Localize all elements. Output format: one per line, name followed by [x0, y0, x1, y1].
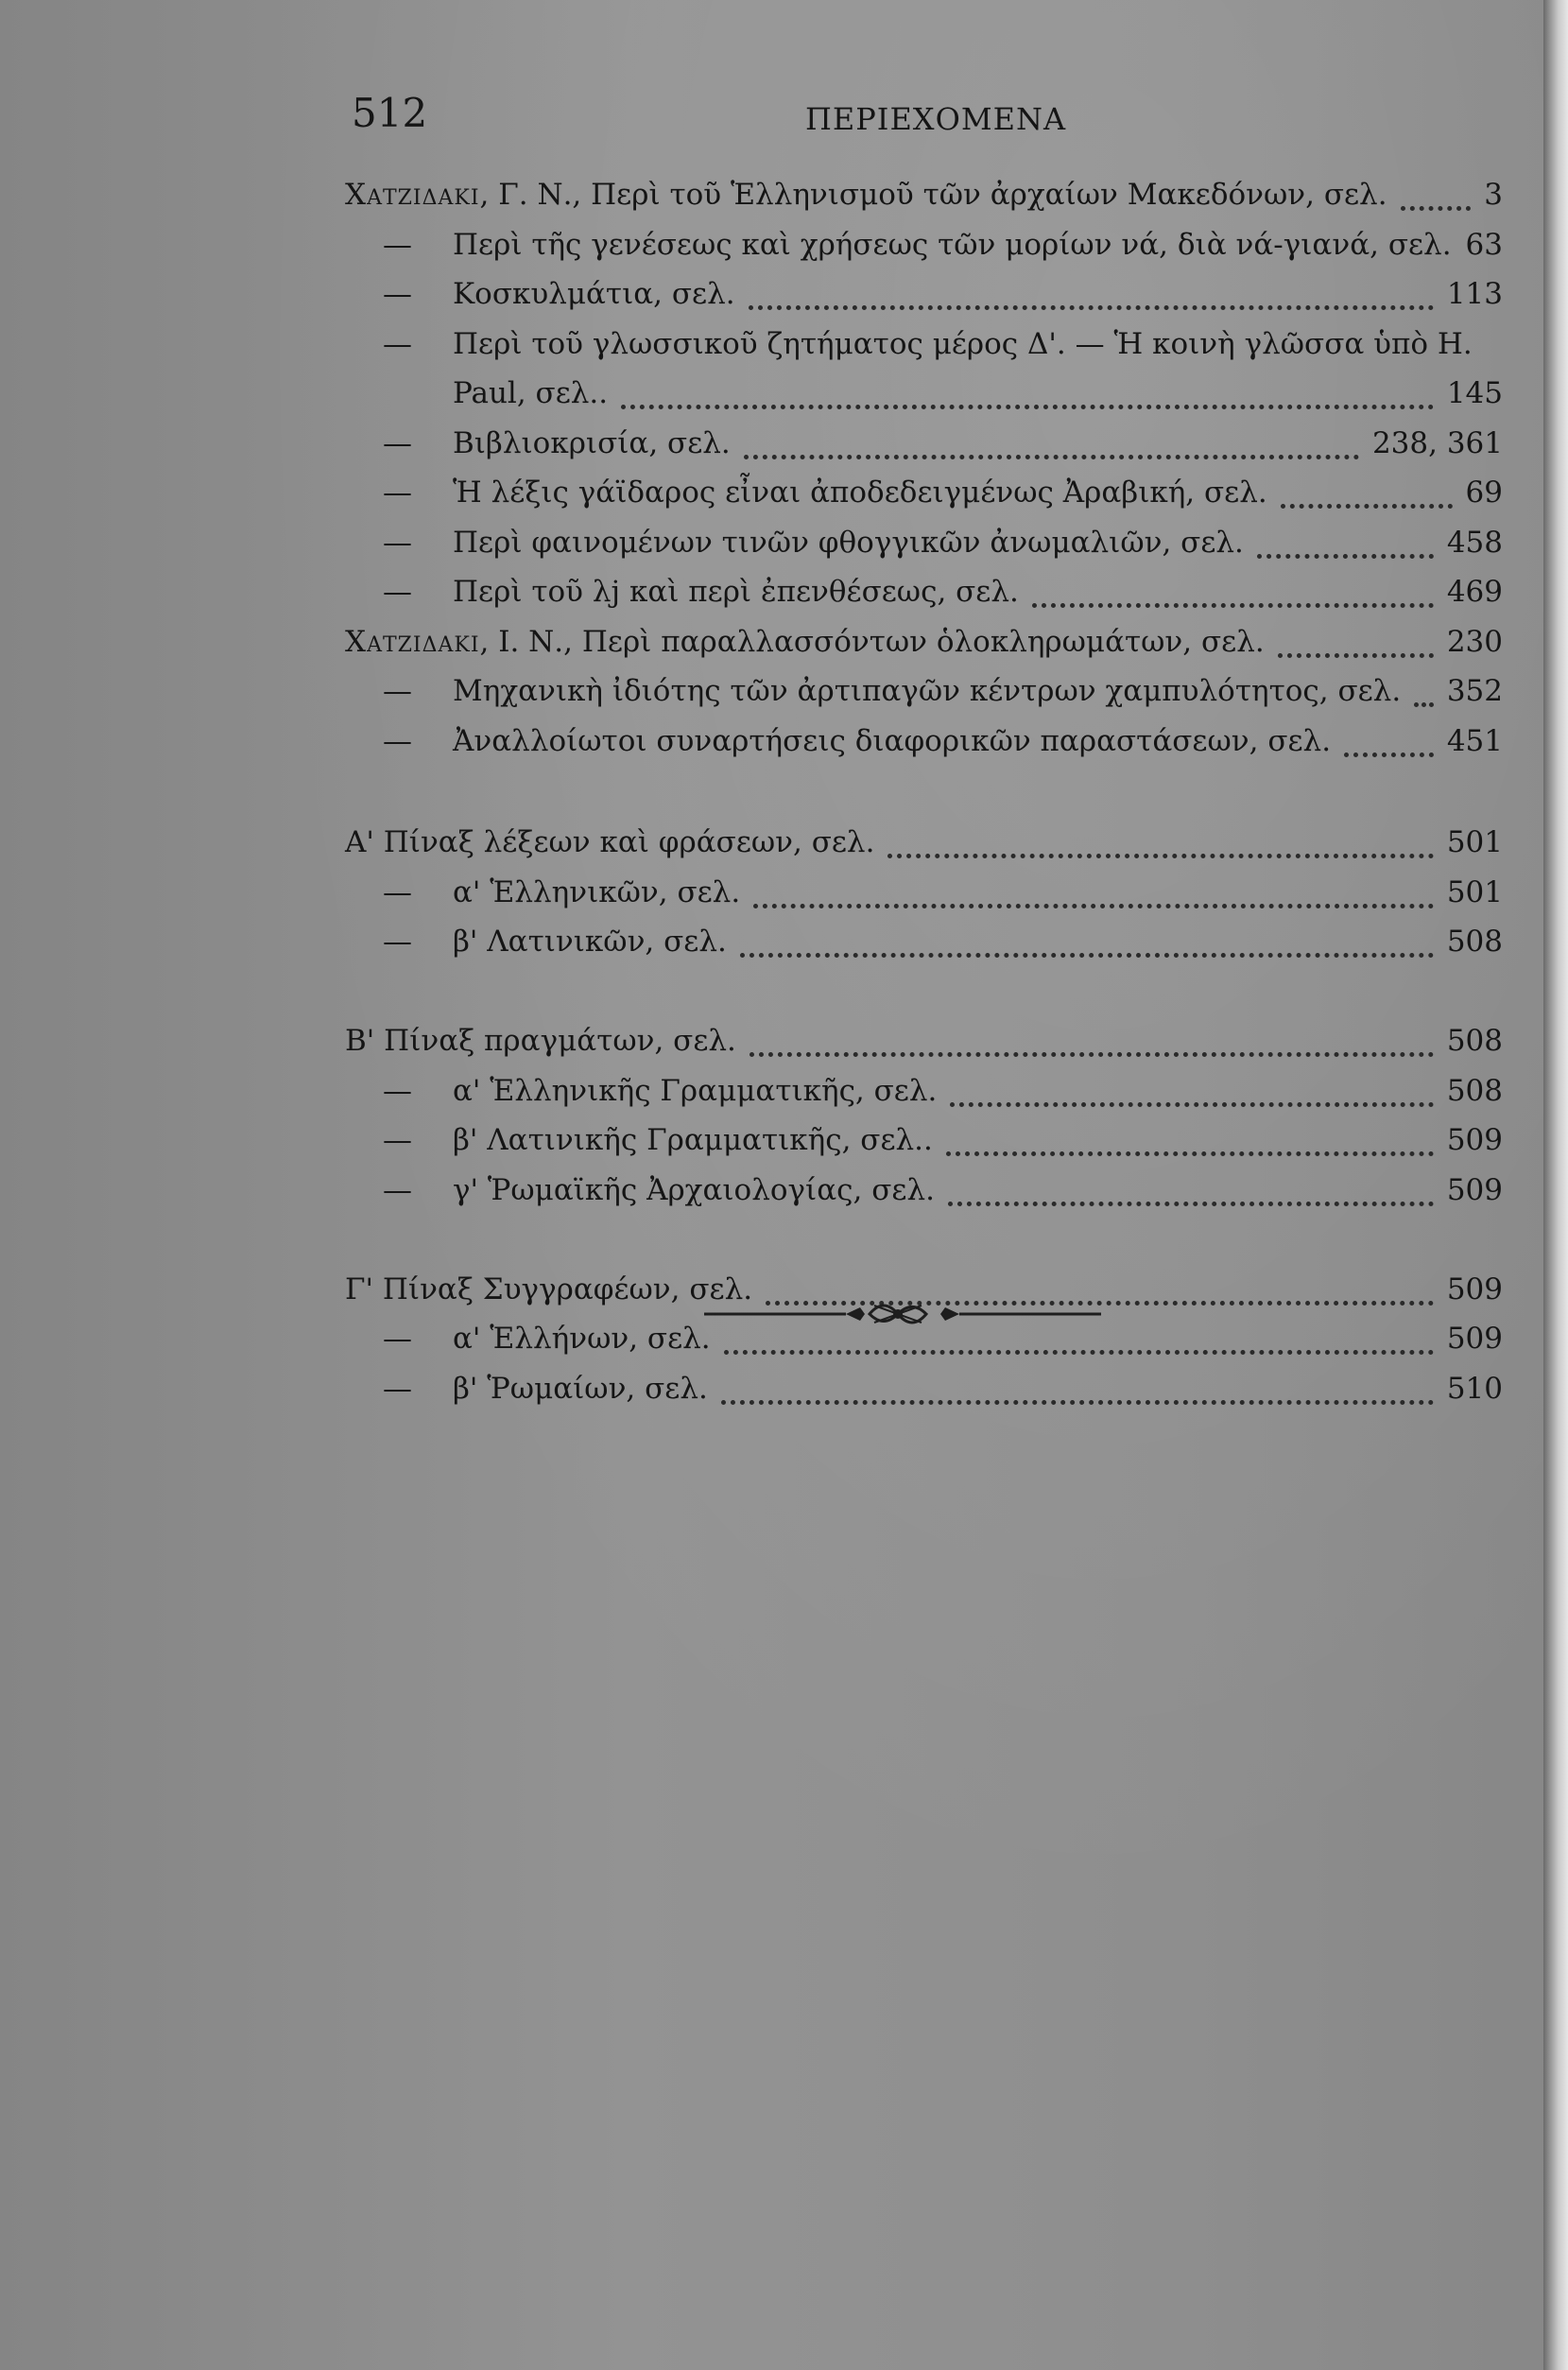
- toc-section-entry: [345, 1016, 1503, 1065]
- toc-entry: [345, 468, 1503, 517]
- entry-title: β' Ῥωμαίων, σελ.: [453, 1372, 708, 1406]
- toc-section-entry: [345, 818, 1503, 867]
- entry-title: Περὶ φαινομένων τινῶν φθογγικῶν ἀνωμαλιῶν, σελ.: [453, 526, 1244, 560]
- ornament-divider: [704, 1300, 1101, 1328]
- entry-title: Paul, σελ..: [453, 376, 609, 410]
- dot-leader: [621, 405, 1434, 409]
- page-reference: 510: [1446, 1372, 1503, 1406]
- toc-entry-text: [453, 868, 740, 917]
- dash-mark: —: [383, 228, 412, 262]
- toc-entry: [345, 320, 1503, 369]
- entry-title: , Γ. Ν., Περὶ τοῦ Ἑλληνισμοῦ τῶν ἀρχαίων Μακεδόνων, σελ.: [479, 178, 1387, 212]
- toc-entry-text: [345, 1016, 736, 1065]
- toc-entry: [345, 868, 1503, 917]
- toc-entry: [345, 518, 1503, 567]
- page-reference: 509: [1446, 1322, 1503, 1356]
- entry-title: Βιβλιοκρισία, σελ.: [453, 426, 731, 460]
- entry-title: β' Λατινικῶν, σελ.: [453, 925, 727, 959]
- entry-title: α' Ἑλλήνων, σελ.: [453, 1322, 711, 1356]
- toc-entry-text: [453, 269, 735, 319]
- entry-title: Β' Πίναξ πραγμάτων, σελ.: [345, 1024, 736, 1058]
- toc-entry-text: [345, 1265, 752, 1314]
- dash-mark: —: [383, 1074, 412, 1108]
- toc-entry-text: [453, 1364, 708, 1413]
- page-reference: 69: [1465, 476, 1503, 510]
- dash-mark: —: [383, 426, 412, 460]
- page-reference: 509: [1446, 1272, 1503, 1306]
- page-reference: 145: [1446, 376, 1503, 410]
- toc-entry-text: [453, 419, 731, 468]
- dot-leader: [749, 305, 1434, 310]
- dash-mark: —: [383, 1322, 412, 1356]
- entry-title: β' Λατινικῆς Γραμματικῆς, σελ..: [453, 1123, 933, 1157]
- toc-entry-text: [453, 1166, 935, 1215]
- entry-title: Κοσκυλμάτια, σελ.: [453, 277, 735, 311]
- toc-entry-text: [453, 567, 1019, 616]
- running-title: ΠΕΡΙΕΧΟΜΕΝΑ: [805, 101, 1067, 137]
- page-reference: 509: [1446, 1173, 1503, 1207]
- toc-entry: [345, 369, 1503, 418]
- page-reference: 3: [1484, 178, 1503, 212]
- entry-title: α' Ἑλληνικῆς Γραμματικῆς, σελ.: [453, 1074, 938, 1108]
- toc-entry-text: [453, 666, 1401, 716]
- entry-title: Ἀναλλοίωτοι συναρτήσεις διαφορικῶν παραστάσεων, σελ.: [453, 724, 1332, 758]
- page-reference: 508: [1446, 1074, 1503, 1108]
- toc-entry-text: [453, 320, 1473, 369]
- dash-mark: —: [383, 875, 412, 909]
- toc-entry: [345, 666, 1503, 716]
- dot-leader: [1414, 702, 1434, 707]
- page-reference: 352: [1446, 674, 1503, 708]
- page-reference: 113: [1446, 277, 1503, 311]
- dot-leader: [724, 1350, 1434, 1355]
- page-reference: 458: [1446, 526, 1503, 560]
- dash-mark: —: [383, 1372, 412, 1406]
- dash-mark: —: [383, 925, 412, 959]
- page-reference: 508: [1446, 925, 1503, 959]
- dash-mark: —: [383, 674, 412, 708]
- toc-entry-text: [453, 1314, 711, 1363]
- toc-entry-text: [453, 518, 1244, 567]
- page-header: [352, 90, 1495, 147]
- page-edge: [1543, 0, 1568, 2370]
- toc-entry: [345, 617, 1503, 666]
- author-name: Χατζιδακι: [345, 178, 480, 212]
- dot-leader: [887, 854, 1434, 858]
- entry-title: Ἡ λέξις γάϊδαρος εἶναι ἀποδεδειγμένως Ἀραβική, σελ.: [453, 476, 1267, 510]
- page-number: 512: [352, 90, 428, 136]
- page-reference: 63: [1465, 228, 1503, 262]
- author-name: Χατζιδακι: [345, 625, 480, 659]
- toc-entry: [345, 717, 1503, 766]
- toc-entry-text: [345, 170, 1387, 219]
- toc-entry-text: [345, 818, 874, 867]
- toc-entry: [345, 419, 1503, 468]
- toc-entry: [345, 269, 1503, 319]
- dash-mark: —: [383, 575, 412, 609]
- toc-entry: [345, 917, 1503, 966]
- entry-title: , Ι. Ν., Περὶ παραλλασσόντων ὁλοκληρωμάτων, σελ.: [479, 625, 1265, 659]
- dot-leader: [950, 1102, 1434, 1107]
- toc-entry-text: [453, 220, 1452, 269]
- toc-entry-text: [453, 369, 608, 418]
- toc-entry: [345, 220, 1503, 269]
- entry-title: Α' Πίναξ λέξεων καὶ φράσεων, σελ.: [345, 825, 875, 859]
- toc-entry: [345, 1066, 1503, 1116]
- dot-leader: [1257, 554, 1434, 559]
- entry-title: Μηχανικὴ ἰδιότης τῶν ἀρτιπαγῶν κέντρων χαμπυλότητος, σελ.: [453, 674, 1402, 708]
- dot-leader: [948, 1202, 1434, 1206]
- page-reference: 501: [1446, 825, 1503, 859]
- toc-entry: [345, 1116, 1503, 1165]
- dash-mark: —: [383, 1123, 412, 1157]
- entry-title: Γ' Πίναξ Συγγραφέων, σελ.: [345, 1272, 753, 1306]
- toc-entry: [345, 170, 1503, 219]
- dash-mark: —: [383, 1173, 412, 1207]
- entry-title: α' Ἑλληνικῶν, σελ.: [453, 875, 741, 909]
- page-reference: 469: [1446, 575, 1503, 609]
- page-reference: 238, 361: [1371, 426, 1503, 460]
- dot-leader: [744, 455, 1359, 459]
- entry-title: Περὶ τοῦ λj καὶ περὶ ἐπενθέσεως, σελ.: [453, 575, 1019, 609]
- toc-entry: [345, 1166, 1503, 1215]
- dash-mark: —: [383, 327, 412, 361]
- dot-leader: [1032, 603, 1434, 608]
- dot-leader: [721, 1400, 1434, 1405]
- dash-mark: —: [383, 277, 412, 311]
- dot-leader: [753, 904, 1434, 908]
- dash-mark: —: [383, 724, 412, 758]
- page-reference: 508: [1446, 1024, 1503, 1058]
- toc-entry: [345, 1364, 1503, 1413]
- entry-title: Περὶ τῆς γενέσεως καὶ χρήσεως τῶν μορίων νά, διὰ νά-γιανά, σελ.: [453, 228, 1452, 262]
- dot-leader: [740, 953, 1434, 958]
- toc-entry-text: [453, 917, 727, 966]
- page-reference: 230: [1446, 625, 1503, 659]
- dot-leader: [946, 1151, 1434, 1156]
- page-reference: 509: [1446, 1123, 1503, 1157]
- toc-entry: [345, 567, 1503, 616]
- dash-mark: —: [383, 526, 412, 560]
- toc-entry-text: [453, 717, 1331, 766]
- dot-leader: [1344, 753, 1434, 757]
- toc-entry-text: [453, 1066, 937, 1116]
- entry-title: γ' Ῥωμαϊκῆς Ἀρχαιολογίας, σελ.: [453, 1173, 935, 1207]
- dot-leader: [750, 1052, 1434, 1057]
- dot-leader: [1281, 504, 1453, 509]
- toc-entry-text: [453, 468, 1267, 517]
- toc-entry-text: [453, 1116, 933, 1165]
- page-reference: 501: [1446, 875, 1503, 909]
- toc-entry-text: [345, 617, 1265, 666]
- entry-title: Περὶ τοῦ γλωσσικοῦ ζητήματος μέρος Δ'. — Ἡ κοινὴ γλῶσσα ὑπὸ Η.: [453, 327, 1473, 361]
- dash-mark: —: [383, 476, 412, 510]
- dot-leader: [1401, 206, 1471, 211]
- dot-leader: [1278, 653, 1434, 658]
- page-reference: 451: [1446, 724, 1503, 758]
